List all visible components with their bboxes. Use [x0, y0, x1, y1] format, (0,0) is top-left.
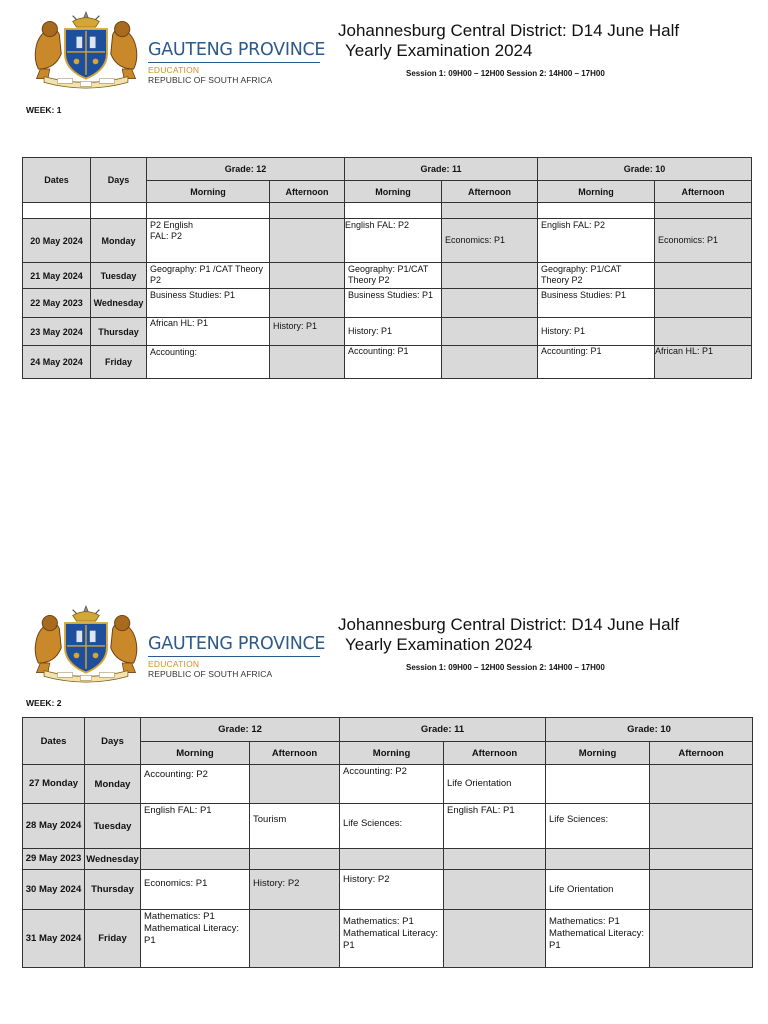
date-cell: 29 May 2023: [23, 849, 85, 870]
grade-12-afternoon-cell: History: P2: [250, 870, 340, 910]
logo-country: REPUBLIC OF SOUTH AFRICA: [148, 75, 273, 85]
date-cell: 21 May 2024: [23, 263, 91, 289]
grade-11-afternoon-cell: Economics: P1: [442, 219, 538, 263]
title-line-1: Johannesburg Central District: D14 June Half: [338, 21, 680, 40]
week-2-table: [22, 717, 753, 968]
date-cell: 31 May 2024: [23, 910, 85, 968]
date-cell: 30 May 2024: [23, 870, 85, 910]
grade-12-morning-cell: African HL: P1: [147, 318, 270, 346]
date-cell: 20 May 2024: [23, 219, 91, 263]
grade-11-morning-cell: Mathematics: P1 Mathematical Literacy: P1: [340, 910, 444, 968]
grade-10-afternoon-cell: [655, 318, 752, 346]
day-cell: Friday: [91, 346, 147, 379]
afternoon-header: Afternoon: [250, 742, 340, 765]
grade-11-morning-cell: Life Sciences:: [340, 804, 444, 849]
grade-11-afternoon-cell: [442, 318, 538, 346]
table-row: [23, 346, 752, 379]
day-cell: Tuesday: [85, 804, 141, 849]
grade-10-afternoon-cell: [650, 870, 753, 910]
title-line-2: Yearly Examination 2024: [345, 41, 533, 60]
grade-12-morning-cell: Accounting:: [147, 346, 270, 379]
grade-12-afternoon-cell: [250, 910, 340, 968]
week-label: WEEK: 1: [26, 105, 62, 115]
table-row: [23, 318, 752, 346]
grade-10-afternoon-cell: [655, 263, 752, 289]
grade-10-morning-cell: English FAL: P2: [538, 219, 655, 263]
grade-10-afternoon-cell: African HL: P1: [655, 346, 752, 379]
day-cell: Wednesday: [91, 289, 147, 318]
table-row: [23, 219, 752, 263]
grade-11-morning-cell: [340, 849, 444, 870]
document-title: [338, 615, 679, 655]
morning-header: Morning: [141, 742, 250, 765]
afternoon-header: Afternoon: [270, 181, 345, 203]
day-cell: Thursday: [85, 870, 141, 910]
grade-11-header: Grade: 11: [340, 718, 546, 742]
grade-12-morning-cell: P2 English FAL: P2: [147, 219, 270, 263]
morning-header: Morning: [345, 181, 442, 203]
grade-10-morning-cell: Life Orientation: [546, 870, 650, 910]
table-row: [23, 804, 753, 849]
morning-header: Morning: [538, 181, 655, 203]
grade-10-morning-cell: [546, 849, 650, 870]
afternoon-header: Afternoon: [650, 742, 753, 765]
day-cell: Monday: [85, 765, 141, 804]
grade-10-afternoon-cell: [650, 910, 753, 968]
grade-10-morning-cell: Accounting: P1: [538, 346, 655, 379]
grade-11-afternoon-cell: [442, 263, 538, 289]
grade-10-afternoon-cell: Economics: P1: [655, 219, 752, 263]
grade-12-afternoon-cell: Tourism: [250, 804, 340, 849]
date-cell: 24 May 2024: [23, 346, 91, 379]
grade-11-afternoon-cell: [444, 870, 546, 910]
morning-header: Morning: [546, 742, 650, 765]
grade-12-afternoon-cell: History: P1: [270, 318, 345, 346]
date-cell: 23 May 2024: [23, 318, 91, 346]
morning-header: Morning: [147, 181, 270, 203]
table-row: [23, 870, 753, 910]
grade-12-afternoon-cell: [270, 346, 345, 379]
grade-12-afternoon-cell: [250, 765, 340, 804]
title-line-2: Yearly Examination 2024: [345, 635, 533, 654]
days-header: Days: [91, 158, 147, 203]
grade-11-afternoon-cell: [444, 849, 546, 870]
grade-11-morning-cell: Accounting: P1: [345, 346, 442, 379]
grade-11-morning-cell: English FAL: P2: [345, 219, 442, 263]
logo-title: GAUTENG PROVINCE: [148, 40, 326, 60]
afternoon-header: Afternoon: [444, 742, 546, 765]
table-row: [23, 765, 753, 804]
grade-10-afternoon-cell: [650, 765, 753, 804]
logo-education: EDUCATION: [148, 659, 200, 669]
dates-header: Dates: [23, 158, 91, 203]
grade-11-morning-cell: Business Studies: P1: [345, 289, 442, 318]
grade-12-morning-cell: Mathematics: P1 Mathematical Literacy: P1: [141, 910, 250, 968]
morning-header: Morning: [340, 742, 444, 765]
gauteng-logo: [26, 604, 326, 684]
table-row: [23, 289, 752, 318]
table-row: [23, 263, 752, 289]
afternoon-header: Afternoon: [442, 181, 538, 203]
grade-11-morning-cell: Accounting: P2: [340, 765, 444, 804]
grade-11-morning-cell: History: P1: [345, 318, 442, 346]
timetable-week-2-section: [0, 594, 768, 994]
table-row: [23, 910, 753, 968]
grade-10-afternoon-cell: [655, 289, 752, 318]
grade-12-afternoon-cell: [270, 289, 345, 318]
grade-12-morning-cell: English FAL: P1: [141, 804, 250, 849]
grade-11-afternoon-cell: [442, 346, 538, 379]
grade-11-afternoon-cell: English FAL: P1: [444, 804, 546, 849]
table-row: [23, 849, 753, 870]
grade-10-morning-cell: Mathematics: P1 Mathematical Literacy: P1: [546, 910, 650, 968]
day-cell: Tuesday: [91, 263, 147, 289]
grade-10-header: Grade: 10: [538, 158, 752, 181]
grade-10-morning-cell: History: P1: [538, 318, 655, 346]
coat-of-arms-icon: [26, 604, 146, 684]
grade-12-header: Grade: 12: [141, 718, 340, 742]
timetable-week-1-section: [0, 0, 768, 400]
session-times: Session 1: 09H00 – 12H00 Session 2: 14H00 – 17H00: [406, 69, 605, 78]
gauteng-logo: [26, 10, 326, 90]
grade-10-morning-cell: [546, 765, 650, 804]
grade-12-morning-cell: Business Studies: P1: [147, 289, 270, 318]
grade-12-afternoon-cell: [250, 849, 340, 870]
grade-11-morning-cell: History: P2: [340, 870, 444, 910]
grade-12-morning-cell: Economics: P1: [141, 870, 250, 910]
dates-header: Dates: [23, 718, 85, 765]
grade-10-morning-cell: Geography: P1/CAT Theory P2: [538, 263, 655, 289]
grade-12-afternoon-cell: [270, 263, 345, 289]
grade-12-morning-cell: [141, 849, 250, 870]
grade-12-morning-cell: Geography: P1 /CAT Theory P2: [147, 263, 270, 289]
day-cell: Wednesday: [85, 849, 141, 870]
grade-10-morning-cell: Life Sciences:: [546, 804, 650, 849]
spacer-row: [23, 203, 752, 219]
logo-title: GAUTENG PROVINCE: [148, 634, 326, 654]
grade-10-morning-cell: Business Studies: P1: [538, 289, 655, 318]
days-header: Days: [85, 718, 141, 765]
grade-11-afternoon-cell: [444, 910, 546, 968]
date-cell: 28 May 2024: [23, 804, 85, 849]
grade-10-afternoon-cell: [650, 849, 753, 870]
grade-11-header: Grade: 11: [345, 158, 538, 181]
coat-of-arms-icon: [26, 10, 146, 90]
day-cell: Friday: [85, 910, 141, 968]
date-cell: 27 Monday: [23, 765, 85, 804]
grade-10-afternoon-cell: [650, 804, 753, 849]
logo-country: REPUBLIC OF SOUTH AFRICA: [148, 669, 273, 679]
day-cell: Monday: [91, 219, 147, 263]
grade-11-afternoon-cell: Life Orientation: [444, 765, 546, 804]
title-line-1: Johannesburg Central District: D14 June Half: [338, 615, 680, 634]
day-cell: Thursday: [91, 318, 147, 346]
date-cell: 22 May 2023: [23, 289, 91, 318]
logo-education: EDUCATION: [148, 65, 200, 75]
week-1-table: [22, 157, 752, 379]
session-times: Session 1: 09H00 – 12H00 Session 2: 14H00 – 17H00: [406, 663, 605, 672]
week-label: WEEK: 2: [26, 698, 62, 708]
grade-11-afternoon-cell: [442, 289, 538, 318]
grade-12-afternoon-cell: [270, 219, 345, 263]
grade-12-morning-cell: Accounting: P2: [141, 765, 250, 804]
grade-12-header: Grade: 12: [147, 158, 345, 181]
document-title: [338, 21, 679, 61]
grade-11-morning-cell: Geography: P1/CAT Theory P2: [345, 263, 442, 289]
afternoon-header: Afternoon: [655, 181, 752, 203]
grade-10-header: Grade: 10: [546, 718, 753, 742]
